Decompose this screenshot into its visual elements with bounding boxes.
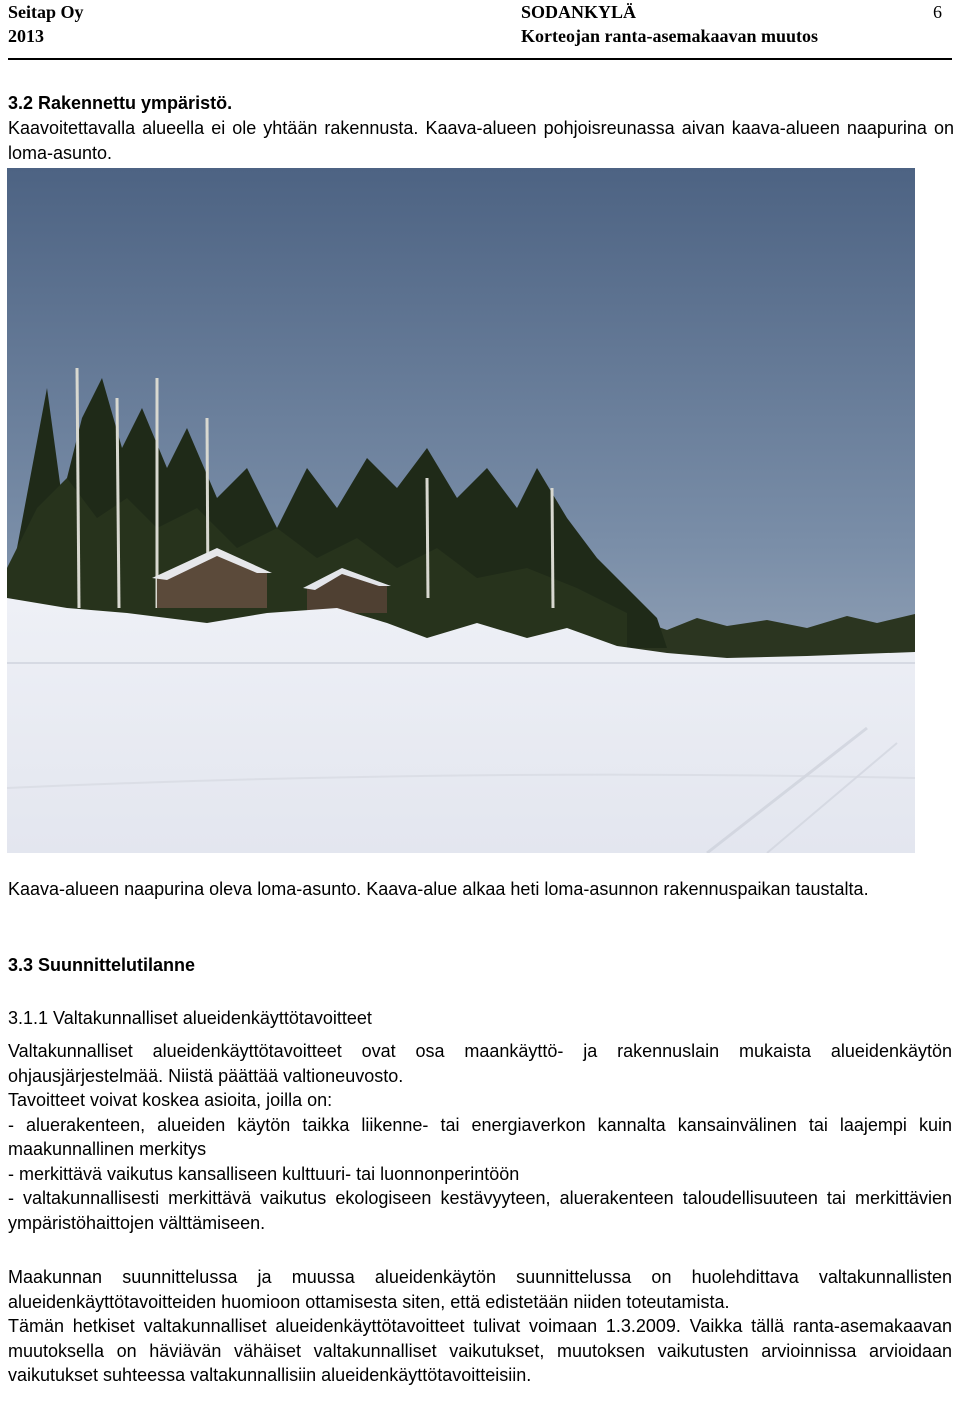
section-heading-planning: 3.3 Suunnittelutilanne (8, 955, 196, 975)
page-header (8, 2, 952, 50)
national-goals-body (8, 1039, 952, 1235)
header-municipality: SODANKYLÄ (521, 2, 637, 22)
header-plan-title: Korteojan ranta-asemakaavan muutos (521, 26, 818, 46)
paragraph-goals-intro: Valtakunnalliset alueidenkäyttötavoitteet ovat osa maankäyttö- ja rakennuslain mukaista alueidenkäytön ohjausjärjestelmää. Niistä päättää valtioneuvosto. (8, 1041, 952, 1086)
header-company: Seitap Oy (8, 2, 84, 22)
cabin-winter-photo (7, 168, 915, 853)
paragraph-current-goals: Tämän hetkiset valtakunnalliset alueidenkäyttötavoitteet tulivat voimaan 1.3.2009. Vaikka tällä ranta-asemakaavan muutoksella on häviävän vähäiset valtakunnalliset vaikutukset, muutoksen vaikutusten arvioinnissa arvioidaan vaikutukset suhteessa valtakunnallisiin alueidenkäyttötavoitteisiin. (8, 1316, 952, 1385)
goals-list-item: - valtakunnallisesti merkittävä vaikutus ekologiseen kestävyyteen, aluerakenteen taloudellisuuteen tai merkittävien ympäristöhaittojen välttämiseen. (8, 1188, 952, 1233)
section-heading-built-environment: 3.2 Rakennettu ympäristö. (8, 93, 233, 113)
section-body-built-environment: Kaavoitettavalla alueella ei ole yhtään rakennusta. Kaava-alueen pohjoisreunassa aivan kaava-alueen naapurina on loma-asunto. (8, 118, 954, 163)
goals-list-item: - merkittävä vaikutus kansalliseen kulttuuri- tai luonnonperintöön (8, 1163, 520, 1184)
page-number: 6 (933, 2, 942, 22)
goals-list-intro: Tavoitteet voivat koskea asioita, joilla on: (8, 1090, 333, 1110)
planning-obligation-body (8, 1265, 952, 1388)
photo-caption: Kaava-alueen naapurina oleva loma-asunto. Kaava-alue alkaa heti loma-asunnon rakennuspaikan taustalta. (8, 879, 869, 899)
header-divider (8, 58, 952, 60)
subsection-heading-national-goals: 3.1.1 Valtakunnalliset alueidenkäyttötavoitteet (8, 1008, 372, 1028)
paragraph-regional-planning: Maakunnan suunnittelussa ja muussa alueidenkäytön suunnittelussa on huolehdittava valtakunnallisten alueidenkäyttötavoitteiden huomioon ottamisesta siten, että edistetään niiden toteutamista. (8, 1267, 952, 1312)
goals-list-item: - aluerakenteen, alueiden käytön taikka liikenne- tai energiaverkon kannalta kansainvälinen tai laajempi kuin maakunnallinen merkitys (8, 1114, 952, 1159)
header-year: 2013 (8, 26, 44, 46)
